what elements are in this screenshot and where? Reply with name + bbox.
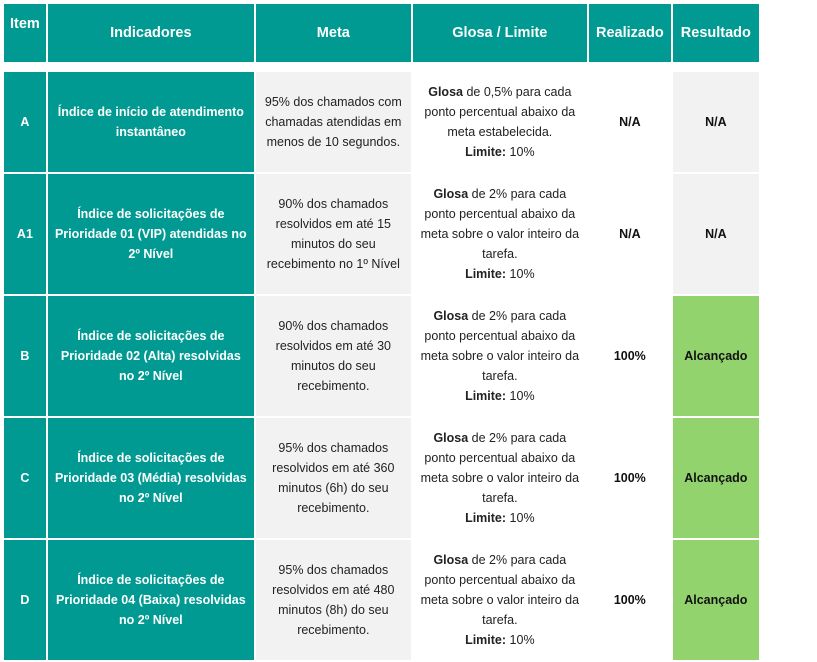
row-realizado: 100% [589, 540, 671, 660]
limite-label: Limite: [465, 511, 507, 525]
table-row [4, 418, 759, 538]
glosa-text: de 2% para cada ponto percentual abaixo da meta sobre o valor inteiro da tarefa. [420, 553, 580, 627]
row-indicador: Índice de solicitações de Prioridade 03 (Média) resolvidas no 2º Nível [48, 418, 254, 538]
row-item: A [4, 72, 46, 172]
indicators-table [2, 2, 761, 662]
table-row [4, 174, 759, 294]
table-row [4, 296, 759, 416]
glosa-text: de 2% para cada ponto percentual abaixo da meta sobre o valor inteiro da tarefa. [420, 431, 580, 505]
row-resultado: N/A [673, 174, 759, 294]
header-indicadores: Indicadores [48, 4, 254, 62]
header-meta: Meta [256, 4, 411, 62]
row-glosa [413, 540, 587, 660]
header-row [4, 4, 759, 62]
limite-label: Limite: [465, 633, 507, 647]
row-meta: 95% dos chamados resolvidos em até 360 minutos (6h) do seu recebimento. [256, 418, 411, 538]
spacer-row [4, 64, 759, 70]
row-realizado: N/A [589, 174, 671, 294]
row-resultado: Alcançado [673, 418, 759, 538]
row-meta: 95% dos chamados resolvidos em até 480 minutos (8h) do seu recebimento. [256, 540, 411, 660]
row-indicador: Índice de solicitações de Prioridade 01 (VIP) atendidas no 2º Nível [48, 174, 254, 294]
row-resultado: N/A [673, 72, 759, 172]
limite-label: Limite: [465, 145, 507, 159]
row-item: C [4, 418, 46, 538]
row-item: B [4, 296, 46, 416]
glosa-label: Glosa [433, 553, 469, 567]
row-glosa [413, 418, 587, 538]
glosa-text: de 2% para cada ponto percentual abaixo da meta sobre o valor inteiro da tarefa. [420, 309, 580, 383]
header-item: Item [4, 4, 46, 62]
row-glosa [413, 174, 587, 294]
glosa-label: Glosa [428, 85, 463, 99]
table-row [4, 540, 759, 660]
header-realizado: Realizado [589, 4, 671, 62]
limite-label: Limite: [465, 389, 507, 403]
row-indicador: Índice de solicitações de Prioridade 04 (Baixa) resolvidas no 2º Nível [48, 540, 254, 660]
row-realizado: N/A [589, 72, 671, 172]
row-resultado: Alcançado [673, 296, 759, 416]
glosa-label: Glosa [433, 309, 469, 323]
limite-value: 10% [506, 511, 535, 525]
limite-label: Limite: [465, 267, 507, 281]
glosa-label: Glosa [433, 431, 469, 445]
row-glosa [413, 296, 587, 416]
row-realizado: 100% [589, 418, 671, 538]
limite-value: 10% [506, 267, 535, 281]
row-meta: 90% dos chamados resolvidos em até 30 minutos do seu recebimento. [256, 296, 411, 416]
glosa-text: de 0,5% para cada ponto percentual abaixo da meta estabelecida. [424, 85, 576, 139]
row-meta: 90% dos chamados resolvidos em até 15 minutos do seu recebimento no 1º Nível [256, 174, 411, 294]
row-indicador: Índice de início de atendimento instantâneo [48, 72, 254, 172]
header-resultado: Resultado [673, 4, 759, 62]
row-realizado: 100% [589, 296, 671, 416]
row-indicador: Índice de solicitações de Prioridade 02 (Alta) resolvidas no 2º Nível [48, 296, 254, 416]
limite-value: 10% [506, 145, 535, 159]
row-meta: 95% dos chamados com chamadas atendidas em menos de 10 segundos. [256, 72, 411, 172]
row-item: A1 [4, 174, 46, 294]
glosa-text: de 2% para cada ponto percentual abaixo da meta sobre o valor inteiro da tarefa. [420, 187, 580, 261]
row-resultado: Alcançado [673, 540, 759, 660]
row-glosa [413, 72, 587, 172]
limite-value: 10% [506, 389, 535, 403]
header-glosa: Glosa / Limite [413, 4, 587, 62]
glosa-label: Glosa [433, 187, 469, 201]
row-item: D [4, 540, 46, 660]
table-row [4, 72, 759, 172]
limite-value: 10% [506, 633, 535, 647]
